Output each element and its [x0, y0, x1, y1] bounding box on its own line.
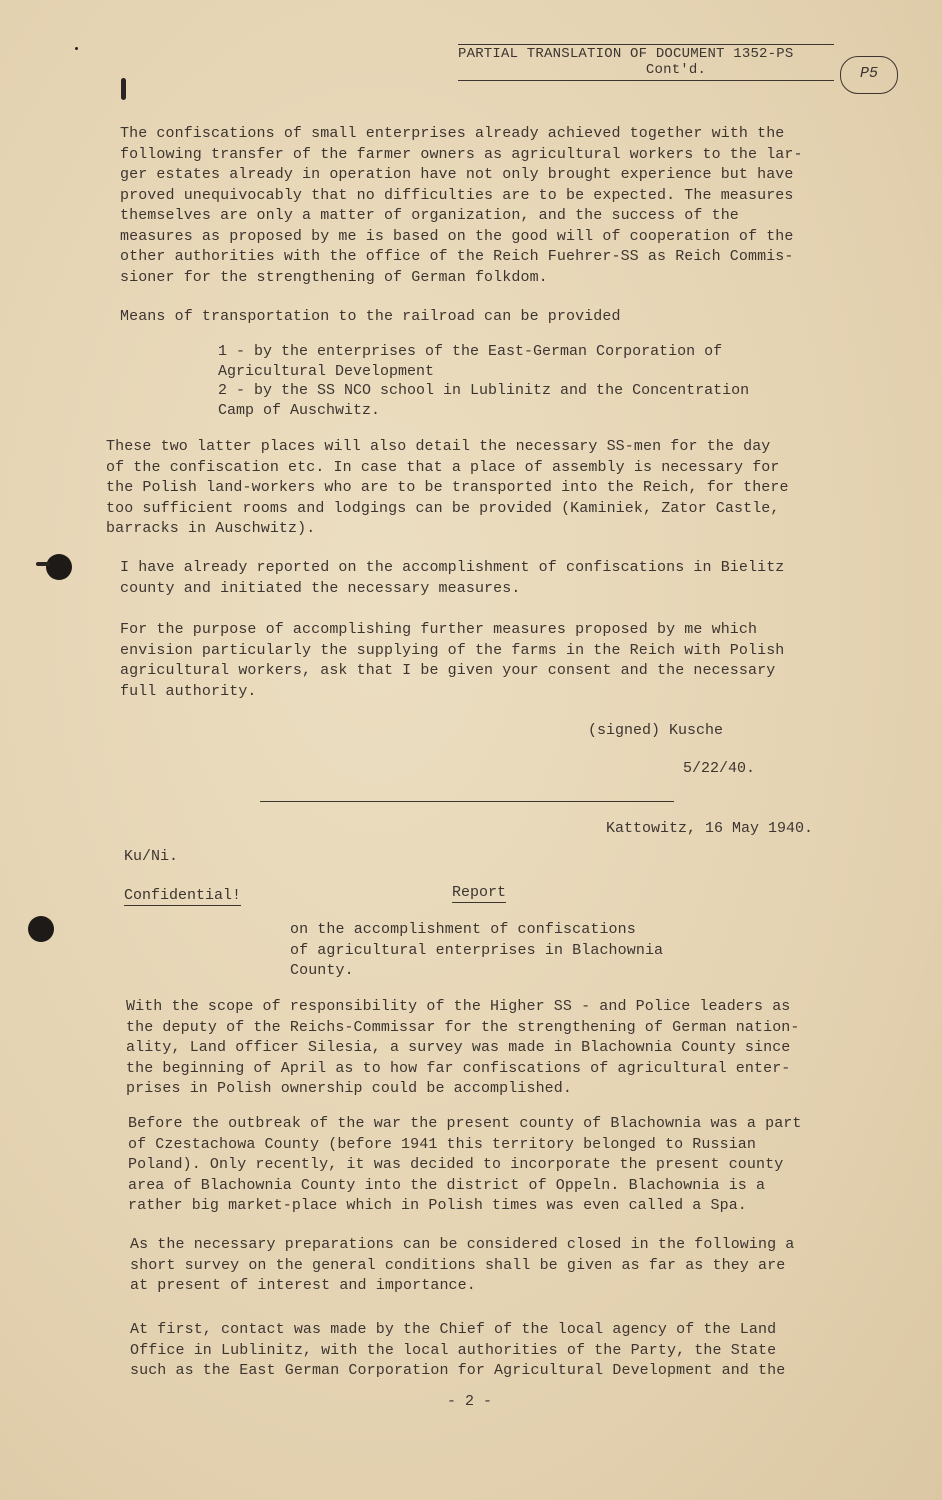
paragraph-bielitz: I have already reported on the accomplishment of confiscations in Bielitz county and initiated the necessary measures. — [120, 559, 785, 597]
header-continued: Cont'd. — [458, 62, 834, 81]
section-divider — [260, 801, 674, 802]
report-paragraph-scope: With the scope of responsibility of the Higher SS - and Police leaders as the deputy of the Reichs-Commissar for the strengthening of German nation- ality, Land officer Silesia, a survey was made in Blachownia County since the beginning of April as to how far confiscations of agricultural enter- prises in Polish ownership could be accomplished. — [126, 998, 800, 1097]
signature-date: 5/22/40. — [683, 760, 756, 777]
ink-mark — [121, 78, 126, 100]
paragraph-ss-men: These two latter places will also detail the necessary SS-men for the day of the confiscation etc. In case that a place of assembly is necessary for the Polish land-workers who are to be transported into the Reich, for there too sufficient rooms and lodgings can be provided (Kaminiek, Zator Castle, barracks in Auschwitz). — [106, 438, 789, 537]
ink-dot — [75, 47, 78, 50]
report-subtitle: on the accomplishment of confiscations of agricultural enterprises in Blachownia County. — [290, 921, 664, 979]
signature: (signed) Kusche — [588, 722, 724, 739]
list-item-1: 1 - by the enterprises of the East-German Corporation of Agricultural Development — [218, 343, 723, 380]
page-number: - 2 - — [447, 1393, 493, 1410]
report-paragraph-contact: At first, contact was made by the Chief of the local agency of the Land Office in Lublinitz, with the local authorities of the Party, the State such as the East German Corporation for Agricultural Development and the — [130, 1321, 786, 1379]
report-title: Report — [452, 884, 507, 901]
header-title: PARTIAL TRANSLATION OF DOCUMENT 1352-PS — [458, 44, 834, 62]
document-header — [458, 44, 834, 81]
list-item-2: 2 - by the SS NCO school in Lublinitz and the Concentration Camp of Auschwitz. — [218, 382, 750, 419]
report-paragraph-survey: As the necessary preparations can be considered closed in the following a short survey on the general conditions shall be given as far as they are at present of interest and importance. — [130, 1236, 795, 1294]
page-stamp: P5 — [840, 56, 898, 94]
punch-hole-lower — [28, 916, 54, 942]
confidential-label: Confidential! — [124, 887, 242, 904]
report-place-date: Kattowitz, 16 May 1940. — [606, 820, 814, 837]
paragraph-authority: For the purpose of accomplishing further measures proposed by me which envision particularly the supplying of the farms in the Reich with Polish agricultural workers, ask that I be given your consent and the necessary full authority. — [120, 621, 785, 700]
report-reference: Ku/Ni. — [124, 848, 179, 865]
paragraph-confiscations: The confiscations of small enterprises already achieved together with the following transfer of the farmer owners as agricultural workers to the lar- ger estates already in operation have not only brought experience but have proved unequivocably that no difficulties are to be expected. The measures themselves are only a matter of organization, and the success of the measures as proposed by me is based on the good will of cooperation of the other authorities with the office of the Reich Fuehrer-SS as Reich Commis- sioner for the strengthening of German folkdom. — [120, 125, 803, 286]
report-paragraph-history: Before the outbreak of the war the present county of Blachownia was a part of Czestachowa County (before 1941 this territory belonged to Russian Poland). Only recently, it was decided to incorporate the present county area of Blachownia County into the district of Oppeln. Blachownia is a rather big market-place which in Polish times was even called a Spa. — [128, 1115, 802, 1214]
punch-hole-upper — [46, 554, 72, 580]
paragraph-transportation: Means of transportation to the railroad can be provided — [120, 308, 621, 325]
punch-hole-tear — [36, 562, 50, 566]
